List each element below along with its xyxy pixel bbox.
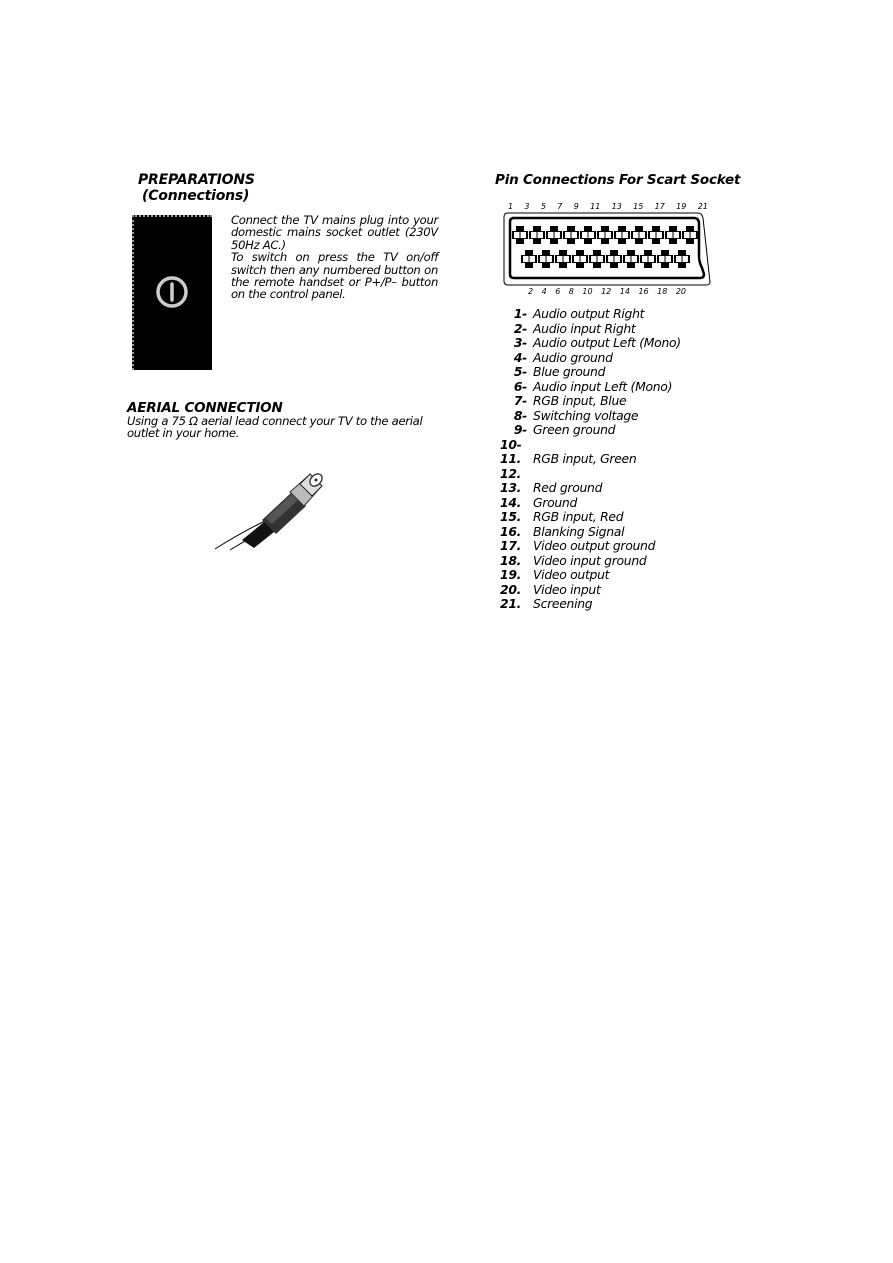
pin-row: [500, 583, 720, 598]
pin-row: [500, 336, 720, 351]
power-icon: [132, 215, 212, 370]
pin-number: 14: [619, 287, 630, 296]
pin-num: 14.: [500, 494, 522, 510]
pin-number: 11: [590, 202, 601, 211]
pin-num: 13.: [500, 480, 522, 495]
pin-label: Screening: [533, 596, 593, 611]
pin-num: 16.: [500, 523, 522, 539]
pin-number: 16: [638, 287, 649, 296]
pin-num: 9-: [513, 422, 527, 437]
pin-label: Green ground: [533, 422, 616, 437]
pin-row: [500, 452, 720, 467]
pin-number: 15: [633, 202, 644, 211]
pin-row: [500, 481, 720, 496]
pin-row: [500, 568, 720, 583]
pin-row: [500, 539, 720, 554]
pin-row: [500, 525, 720, 540]
pin-label: Blue ground: [533, 364, 606, 379]
pin-num: 5-: [513, 364, 527, 379]
pin-num: 20.: [500, 581, 522, 597]
pin-row: [500, 351, 720, 366]
pin-number: 20: [675, 287, 686, 296]
preparations-subtitle: (Connections): [142, 188, 250, 204]
pin-label: [531, 467, 533, 482]
pin-number: 19: [676, 202, 687, 211]
pin-number: 4: [541, 287, 547, 296]
pin-label: Audio ground: [533, 349, 613, 365]
pin-label: Video input: [533, 581, 601, 597]
preparations-title: PREPARATIONS: [138, 172, 255, 188]
pin-num: 6-: [513, 378, 527, 394]
aerial-title: AERIAL CONNECTION: [127, 400, 283, 416]
pin-number: 7: [557, 202, 563, 211]
scart-bottom-pin-numbers: [528, 287, 686, 296]
pin-num: 4-: [513, 349, 527, 365]
pin-number: 6: [555, 287, 561, 296]
pin-num: 19.: [500, 567, 522, 582]
pin-row: [500, 380, 720, 395]
pin-number: 18: [657, 287, 668, 296]
pin-row: [500, 394, 720, 409]
pin-num: 15.: [500, 509, 522, 524]
pin-row: [500, 307, 720, 322]
pin-row: [500, 322, 720, 337]
mains-instruction: Connect the TV mains plug into your domestic mains socket outlet (230V 50Hz AC.): [231, 213, 438, 252]
pin-label: Audio output Right: [533, 306, 645, 321]
pin-number: 5: [540, 202, 546, 211]
pin-row: [500, 423, 720, 438]
pin-label: Ground: [533, 494, 578, 510]
power-button-illustration: [132, 215, 212, 370]
pin-row: [500, 496, 720, 511]
scart-socket-diagram: [502, 212, 712, 286]
pin-label: Blanking Signal: [533, 523, 625, 539]
pin-num: 17.: [500, 538, 522, 553]
pin-label: RGB input, Blue: [533, 393, 627, 408]
scart-title: Pin Connections For Scart Socket: [495, 172, 741, 188]
pin-label: Audio output Left (Mono): [533, 335, 681, 350]
scart-top-pin-numbers: [508, 202, 708, 211]
pin-row: [500, 365, 720, 380]
pin-number: 2: [528, 287, 534, 296]
aerial-text: Using a 75 Ω aerial lead connect your TV to the aerial outlet in your home.: [127, 414, 423, 441]
pin-label: RGB input, Red: [533, 509, 624, 524]
pin-number: 12: [601, 287, 612, 296]
pin-number: 17: [654, 202, 665, 211]
pin-row: [500, 510, 720, 525]
pin-number: 9: [573, 202, 579, 211]
pin-row: [500, 467, 720, 482]
pin-num: 11.: [500, 451, 522, 466]
pin-label: Video output ground: [533, 538, 656, 553]
pin-number: 13: [611, 202, 622, 211]
pin-number: 21: [697, 202, 708, 211]
scart-pin-list: [500, 307, 720, 612]
pin-num: 21.: [500, 596, 522, 611]
pin-num: 18.: [500, 552, 522, 568]
pin-number: 8: [568, 287, 574, 296]
pin-num: 1-: [513, 306, 527, 321]
pin-label: [531, 438, 533, 453]
pin-num: 7-: [513, 393, 527, 408]
pin-number: 3: [524, 202, 530, 211]
pin-label: Audio input Left (Mono): [533, 378, 673, 394]
pin-num: 12.: [500, 465, 522, 481]
pin-num: 2-: [513, 320, 527, 336]
coaxial-plug-image: [212, 462, 332, 557]
pin-label: Video output: [533, 567, 610, 582]
pin-num: 8-: [513, 407, 527, 423]
pin-label: Red ground: [533, 480, 603, 495]
pin-num: 10-: [500, 436, 522, 452]
pin-label: Audio input Right: [533, 320, 636, 336]
pin-number: 10: [582, 287, 593, 296]
pin-row: [500, 409, 720, 424]
pin-label: Switching voltage: [533, 407, 639, 423]
pin-row: [500, 554, 720, 569]
pin-number: 1: [508, 202, 514, 211]
pin-row: [500, 438, 720, 453]
pin-num: 3-: [513, 335, 527, 350]
pin-label: RGB input, Green: [533, 451, 637, 466]
pin-label: Video input ground: [533, 552, 647, 568]
switch-on-instruction: To switch on press the TV on/off switch then any numbered button on the remote handset or P+/P– button on the control panel.: [231, 250, 438, 302]
pin-row: [500, 597, 720, 612]
